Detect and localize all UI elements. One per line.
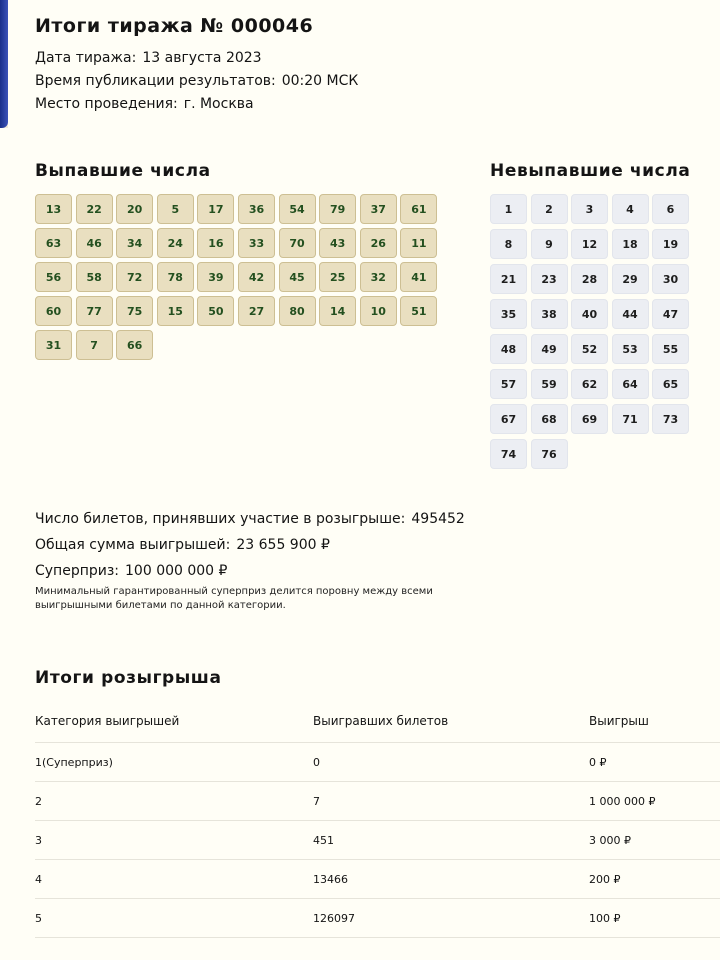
cell-winners: 451 — [313, 833, 334, 847]
draw-date-label: Дата тиража: — [35, 50, 137, 66]
undrawn-number-ball: 9 — [531, 229, 568, 259]
drawn-number-ball: 70 — [279, 228, 316, 258]
cell-prize: 200 ₽ — [589, 872, 621, 886]
drawn-number-ball: 27 — [238, 296, 275, 326]
cell-winners: 13466 — [313, 872, 348, 886]
drawn-number-ball: 72 — [116, 262, 153, 292]
undrawn-number-ball: 47 — [652, 299, 689, 329]
tickets-count-value: 495452 — [411, 511, 465, 527]
draw-date-value: 13 августа 2023 — [142, 50, 262, 66]
tickets-count — [35, 511, 465, 527]
undrawn-number-ball: 67 — [490, 404, 527, 434]
drawn-number-ball: 75 — [116, 296, 153, 326]
column-header-winners: Выигравших билетов — [313, 714, 449, 728]
drawn-number-ball: 43 — [319, 228, 356, 258]
undrawn-number-ball: 76 — [531, 439, 568, 469]
undrawn-number-ball: 65 — [652, 369, 689, 399]
drawn-number-ball: 20 — [116, 194, 153, 224]
undrawn-number-ball: 1 — [490, 194, 527, 224]
drawn-number-ball: 79 — [319, 194, 356, 224]
drawn-numbers-title: Выпавшие числа — [35, 161, 211, 181]
publish-time-value: 00:20 МСК — [281, 73, 359, 89]
undrawn-number-ball: 28 — [571, 264, 608, 294]
drawn-number-ball: 42 — [238, 262, 275, 292]
drawn-number-ball: 31 — [35, 330, 72, 360]
table-row — [35, 782, 720, 821]
total-winnings — [35, 537, 330, 553]
undrawn-number-ball: 2 — [531, 194, 568, 224]
drawn-number-ball: 77 — [76, 296, 113, 326]
undrawn-number-ball: 21 — [490, 264, 527, 294]
drawn-number-ball: 33 — [238, 228, 275, 258]
drawn-number-ball: 26 — [360, 228, 397, 258]
superprize-label: Суперприз: — [35, 563, 120, 579]
undrawn-number-ball: 30 — [652, 264, 689, 294]
undrawn-number-ball: 44 — [612, 299, 649, 329]
total-winnings-label: Общая сумма выигрышей: — [35, 537, 231, 553]
table-row — [35, 899, 720, 938]
drawn-number-ball: 25 — [319, 262, 356, 292]
undrawn-numbers-grid — [490, 194, 689, 469]
draw-place — [35, 96, 254, 112]
cell-prize: 3 000 ₽ — [589, 833, 631, 847]
cell-category: 4 — [35, 872, 42, 886]
publish-time-label: Время публикации результатов: — [35, 73, 276, 89]
page-edge-accent — [0, 0, 8, 128]
undrawn-number-ball: 8 — [490, 229, 527, 259]
undrawn-number-ball: 23 — [531, 264, 568, 294]
drawn-number-ball: 32 — [360, 262, 397, 292]
undrawn-number-ball: 6 — [652, 194, 689, 224]
undrawn-number-ball: 4 — [612, 194, 649, 224]
drawn-number-ball: 60 — [35, 296, 72, 326]
drawn-number-ball: 66 — [116, 330, 153, 360]
drawn-number-ball: 22 — [76, 194, 113, 224]
undrawn-number-ball: 19 — [652, 229, 689, 259]
drawn-number-ball: 37 — [360, 194, 397, 224]
drawn-number-ball: 41 — [400, 262, 437, 292]
drawn-number-ball: 63 — [35, 228, 72, 258]
cell-prize: 1 000 000 ₽ — [589, 794, 656, 808]
drawn-number-ball: 24 — [157, 228, 194, 258]
draw-title: Итоги тиража № 000046 — [35, 15, 314, 37]
drawn-number-ball: 56 — [35, 262, 72, 292]
drawn-number-ball: 51 — [400, 296, 437, 326]
drawn-number-ball: 46 — [76, 228, 113, 258]
undrawn-number-ball: 71 — [612, 404, 649, 434]
cell-category: 3 — [35, 833, 42, 847]
superprize — [35, 563, 227, 579]
undrawn-number-ball: 55 — [652, 334, 689, 364]
cell-winners: 126097 — [313, 911, 355, 925]
table-row — [35, 821, 720, 860]
undrawn-number-ball: 35 — [490, 299, 527, 329]
column-header-category: Категория выигрышей — [35, 714, 180, 728]
drawn-number-ball: 14 — [319, 296, 356, 326]
total-winnings-value: 23 655 900 ₽ — [236, 537, 330, 553]
publish-time — [35, 73, 358, 89]
drawn-number-ball: 36 — [238, 194, 275, 224]
draw-place-label: Место проведения: — [35, 96, 178, 112]
undrawn-number-ball: 29 — [612, 264, 649, 294]
draw-date — [35, 50, 262, 66]
drawn-number-ball: 16 — [197, 228, 234, 258]
undrawn-number-ball: 73 — [652, 404, 689, 434]
drawn-number-ball: 15 — [157, 296, 194, 326]
cell-winners: 0 — [313, 755, 320, 769]
drawn-number-ball: 39 — [197, 262, 234, 292]
undrawn-number-ball: 40 — [571, 299, 608, 329]
tickets-count-label: Число билетов, принявших участие в розыгрыше: — [35, 511, 406, 527]
undrawn-number-ball: 53 — [612, 334, 649, 364]
cell-prize: 100 ₽ — [589, 911, 621, 925]
results-title: Итоги розыгрыша — [35, 668, 222, 688]
undrawn-number-ball: 38 — [531, 299, 568, 329]
undrawn-numbers-title: Невыпавшие числа — [490, 161, 691, 181]
drawn-number-ball: 10 — [360, 296, 397, 326]
drawn-number-ball: 5 — [157, 194, 194, 224]
undrawn-number-ball: 18 — [612, 229, 649, 259]
undrawn-number-ball: 49 — [531, 334, 568, 364]
drawn-number-ball: 13 — [35, 194, 72, 224]
undrawn-number-ball: 59 — [531, 369, 568, 399]
undrawn-number-ball: 62 — [571, 369, 608, 399]
drawn-number-ball: 58 — [76, 262, 113, 292]
drawn-number-ball: 45 — [279, 262, 316, 292]
superprize-note: Минимальный гарантированный суперприз делится поровну между всеми выигрышными билетами по данной категории. — [35, 586, 433, 611]
cell-category: 5 — [35, 911, 42, 925]
undrawn-number-ball: 68 — [531, 404, 568, 434]
undrawn-number-ball: 57 — [490, 369, 527, 399]
drawn-number-ball: 50 — [197, 296, 234, 326]
table-row — [35, 860, 720, 899]
undrawn-number-ball: 48 — [490, 334, 527, 364]
superprize-value: 100 000 000 ₽ — [125, 563, 228, 579]
undrawn-number-ball: 74 — [490, 439, 527, 469]
drawn-number-ball: 34 — [116, 228, 153, 258]
undrawn-number-ball: 52 — [571, 334, 608, 364]
undrawn-number-ball: 12 — [571, 229, 608, 259]
drawn-number-ball: 17 — [197, 194, 234, 224]
cell-prize: 0 ₽ — [589, 755, 607, 769]
draw-place-value: г. Москва — [183, 96, 254, 112]
undrawn-number-ball: 69 — [571, 404, 608, 434]
drawn-number-ball: 7 — [76, 330, 113, 360]
drawn-number-ball: 80 — [279, 296, 316, 326]
results-table — [35, 700, 720, 938]
results-table-header — [35, 700, 720, 743]
undrawn-number-ball: 3 — [571, 194, 608, 224]
drawn-number-ball: 78 — [157, 262, 194, 292]
drawn-number-ball: 61 — [400, 194, 437, 224]
drawn-number-ball: 11 — [400, 228, 437, 258]
drawn-numbers-grid — [35, 194, 437, 360]
drawn-number-ball: 54 — [279, 194, 316, 224]
cell-category: 1(Суперприз) — [35, 755, 113, 769]
column-header-prize: Выигрыш — [589, 714, 649, 728]
cell-category: 2 — [35, 794, 42, 808]
undrawn-number-ball: 64 — [612, 369, 649, 399]
table-row — [35, 743, 720, 782]
cell-winners: 7 — [313, 794, 320, 808]
